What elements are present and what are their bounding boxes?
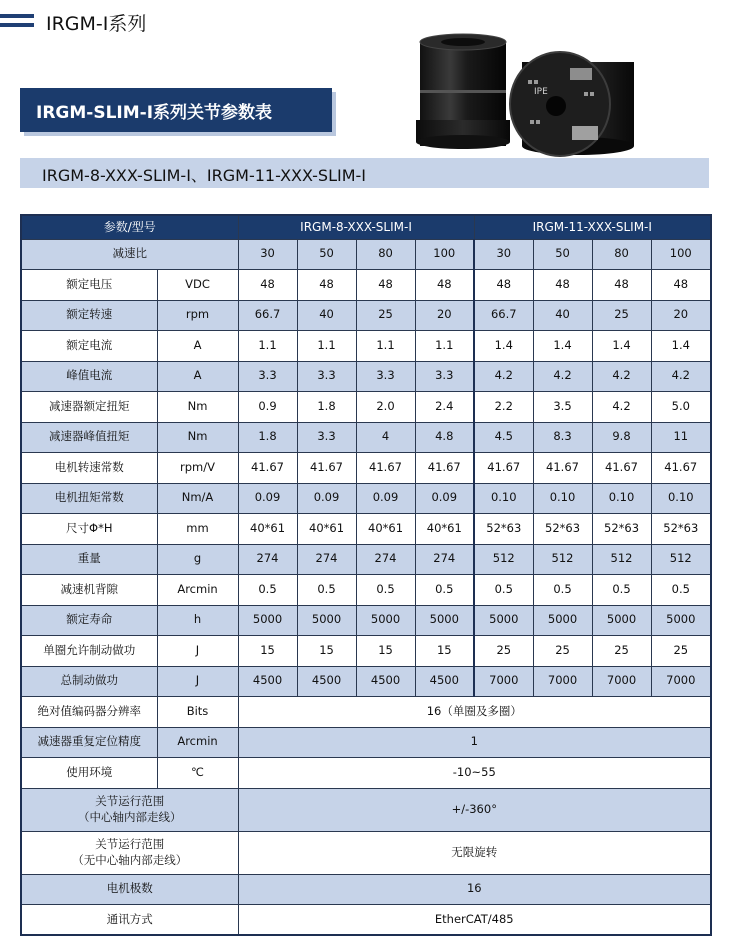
table-cell: 1.1 (238, 331, 297, 362)
table-cell: 0.09 (238, 483, 297, 514)
table-cell: 3.3 (297, 361, 356, 392)
table-cell: 0.10 (533, 483, 592, 514)
table-cell: 4.2 (592, 361, 651, 392)
table-cell: 48 (533, 270, 592, 301)
table-cell: 66.7 (238, 300, 297, 331)
table-row (21, 905, 711, 936)
product-logo: IPE (534, 87, 548, 97)
merged-value: 16（单圈及多圈） (238, 697, 711, 728)
row-unit: Nm (157, 392, 238, 423)
table-cell: 5000 (651, 605, 711, 636)
table-cell: 1.4 (592, 331, 651, 362)
table-cell: 0.09 (297, 483, 356, 514)
table-row (21, 544, 711, 575)
row-label: 尺寸Φ*H (21, 514, 157, 545)
table-cell: 41.67 (238, 453, 297, 484)
table-cell: 15 (356, 636, 415, 667)
row-unit: Bits (157, 697, 238, 728)
table-row (21, 392, 711, 423)
model-line: IRGM-8-XXX-SLIM-I、IRGM-11-XXX-SLIM-I (42, 166, 367, 185)
table-cell: 0.09 (356, 483, 415, 514)
row-unit: Nm (157, 422, 238, 453)
table-row (21, 605, 711, 636)
table-cell: 1.8 (297, 392, 356, 423)
row-unit: Nm/A (157, 483, 238, 514)
table-cell: 274 (238, 544, 297, 575)
table-cell: 52*63 (533, 514, 592, 545)
row-unit: ℃ (157, 758, 238, 789)
table-cell: 40*61 (415, 514, 474, 545)
row-unit: J (157, 636, 238, 667)
table-cell: 41.67 (356, 453, 415, 484)
table-cell: 4.5 (474, 422, 533, 453)
row-unit: A (157, 361, 238, 392)
table-cell: 3.3 (415, 361, 474, 392)
table-cell: 25 (592, 636, 651, 667)
row-label: 单圈允许制动做功 (21, 636, 157, 667)
table-cell: 25 (651, 636, 711, 667)
table-cell: 4500 (297, 666, 356, 697)
table-cell: 41.67 (651, 453, 711, 484)
table-cell: 1.4 (651, 331, 711, 362)
table-cell: 80 (356, 239, 415, 270)
row-unit: VDC (157, 270, 238, 301)
table-cell: 41.67 (533, 453, 592, 484)
row-unit: g (157, 544, 238, 575)
spec-table (20, 214, 712, 936)
table-cell: 20 (415, 300, 474, 331)
row-unit: rpm (157, 300, 238, 331)
merged-value: -10~55 (238, 758, 711, 789)
table-row (21, 422, 711, 453)
merged-value: +/-360° (238, 788, 711, 831)
banner-title: IRGM-SLIM-I系列关节参数表 (36, 103, 273, 123)
table-cell: 41.67 (415, 453, 474, 484)
table-cell: 4.2 (592, 392, 651, 423)
table-cell: 3.3 (238, 361, 297, 392)
table-cell: 7000 (592, 666, 651, 697)
table-cell: 41.67 (592, 453, 651, 484)
table-cell: 2.2 (474, 392, 533, 423)
table-cell: 4500 (356, 666, 415, 697)
row-label: 减速比 (21, 239, 238, 270)
table-cell: 48 (238, 270, 297, 301)
table-cell: 9.8 (592, 422, 651, 453)
table-row (21, 831, 711, 874)
table-cell: 1.8 (238, 422, 297, 453)
table-cell: 1.4 (474, 331, 533, 362)
row-label: 电机极数 (21, 874, 238, 905)
table-row (21, 666, 711, 697)
table-cell: 50 (297, 239, 356, 270)
row-label (21, 788, 238, 831)
merged-value: 1 (238, 727, 711, 758)
table-row (21, 270, 711, 301)
row-label (21, 831, 238, 874)
table-cell: 30 (474, 239, 533, 270)
table-cell: 48 (592, 270, 651, 301)
row-unit: h (157, 605, 238, 636)
row-label: 减速器额定扭矩 (21, 392, 157, 423)
row-unit: Arcmin (157, 727, 238, 758)
table-cell: 1.4 (533, 331, 592, 362)
row-label-line: 关节运行范围 (95, 793, 165, 808)
table-cell: 48 (415, 270, 474, 301)
table-cell: 8.3 (533, 422, 592, 453)
table-cell: 274 (297, 544, 356, 575)
row-label-line: （中心轴内部走线） (78, 809, 182, 824)
row-label: 总制动做功 (21, 666, 157, 697)
table-cell: 50 (533, 239, 592, 270)
table-cell: 20 (651, 300, 711, 331)
table-cell: 512 (592, 544, 651, 575)
table-cell: 15 (415, 636, 474, 667)
table-row (21, 331, 711, 362)
table-cell: 40 (297, 300, 356, 331)
table-row (21, 239, 711, 270)
table-cell: 0.5 (356, 575, 415, 606)
table-row (21, 575, 711, 606)
table-cell: 15 (297, 636, 356, 667)
table-cell: 100 (651, 239, 711, 270)
row-label: 绝对值编码器分辨率 (21, 697, 157, 728)
table-cell: 512 (474, 544, 533, 575)
row-label: 减速器重复定位精度 (21, 727, 157, 758)
table-row (21, 874, 711, 905)
table-cell: 52*63 (474, 514, 533, 545)
table-cell: 3.3 (297, 422, 356, 453)
row-label: 额定电压 (21, 270, 157, 301)
table-cell: 48 (297, 270, 356, 301)
row-label: 额定寿命 (21, 605, 157, 636)
table-cell: 48 (474, 270, 533, 301)
table-cell: 4.2 (651, 361, 711, 392)
model-11-header: IRGM-11-XXX-SLIM-I (474, 215, 711, 239)
row-label-line: （无中心轴内部走线） (72, 852, 188, 867)
table-cell: 5000 (474, 605, 533, 636)
table-cell: 25 (356, 300, 415, 331)
table-cell: 4.2 (533, 361, 592, 392)
table-cell: 25 (592, 300, 651, 331)
table-cell: 0.5 (651, 575, 711, 606)
table-cell: 2.0 (356, 392, 415, 423)
table-cell: 0.09 (415, 483, 474, 514)
table-cell: 5000 (238, 605, 297, 636)
table-cell: 7000 (533, 666, 592, 697)
row-label: 减速机背隙 (21, 575, 157, 606)
merged-value: EtherCAT/485 (238, 905, 711, 936)
row-label-line: 关节运行范围 (95, 836, 165, 851)
row-unit: A (157, 331, 238, 362)
table-cell: 11 (651, 422, 711, 453)
table-cell: 4500 (238, 666, 297, 697)
table-cell: 52*63 (651, 514, 711, 545)
table-cell: 512 (533, 544, 592, 575)
table-cell: 5000 (533, 605, 592, 636)
merged-value: 无限旋转 (238, 831, 711, 874)
table-cell: 4 (356, 422, 415, 453)
spec-banner (20, 88, 332, 132)
row-label: 电机转速常数 (21, 453, 157, 484)
table-cell: 0.10 (474, 483, 533, 514)
table-cell: 1.1 (356, 331, 415, 362)
table-header-row (21, 215, 711, 239)
table-cell: 5.0 (651, 392, 711, 423)
table-cell: 48 (356, 270, 415, 301)
table-cell: 40 (533, 300, 592, 331)
table-cell: 0.10 (592, 483, 651, 514)
table-row (21, 636, 711, 667)
row-unit: rpm/V (157, 453, 238, 484)
row-label: 减速器峰值扭矩 (21, 422, 157, 453)
table-cell: 40*61 (297, 514, 356, 545)
table-cell: 40*61 (238, 514, 297, 545)
joint-module-right (510, 52, 634, 156)
table-cell: 7000 (474, 666, 533, 697)
table-cell: 48 (651, 270, 711, 301)
heading-accent-bars (0, 14, 34, 32)
table-cell: 0.5 (592, 575, 651, 606)
table-cell: 25 (474, 636, 533, 667)
table-cell: 3.3 (356, 361, 415, 392)
merged-value: 16 (238, 874, 711, 905)
table-cell: 0.10 (651, 483, 711, 514)
table-cell: 4.8 (415, 422, 474, 453)
table-cell: 512 (651, 544, 711, 575)
table-cell: 0.9 (238, 392, 297, 423)
table-cell: 5000 (297, 605, 356, 636)
table-cell: 40*61 (356, 514, 415, 545)
param-header: 参数/型号 (21, 215, 238, 239)
table-cell: 0.5 (533, 575, 592, 606)
table-cell: 4.2 (474, 361, 533, 392)
table-cell: 3.5 (533, 392, 592, 423)
series-title: IRGM-I系列 (46, 13, 147, 35)
table-cell: 7000 (651, 666, 711, 697)
table-cell: 80 (592, 239, 651, 270)
row-label: 重量 (21, 544, 157, 575)
product-image (412, 28, 642, 158)
model-8-header: IRGM-8-XXX-SLIM-I (238, 215, 474, 239)
row-label: 通讯方式 (21, 905, 238, 936)
table-cell: 274 (356, 544, 415, 575)
table-cell: 1.1 (415, 331, 474, 362)
table-cell: 1.1 (297, 331, 356, 362)
table-cell: 66.7 (474, 300, 533, 331)
table-row (21, 514, 711, 545)
table-row (21, 361, 711, 392)
table-cell: 5000 (356, 605, 415, 636)
table-row (21, 788, 711, 831)
table-cell: 0.5 (297, 575, 356, 606)
table-cell: 15 (238, 636, 297, 667)
table-row (21, 453, 711, 484)
row-label: 使用环境 (21, 758, 157, 789)
table-row (21, 483, 711, 514)
table-cell: 0.5 (474, 575, 533, 606)
row-label: 电机扭矩常数 (21, 483, 157, 514)
table-cell: 52*63 (592, 514, 651, 545)
row-label: 额定电流 (21, 331, 157, 362)
table-row (21, 697, 711, 728)
table-row (21, 727, 711, 758)
row-label: 额定转速 (21, 300, 157, 331)
table-cell: 5000 (415, 605, 474, 636)
table-cell: 25 (533, 636, 592, 667)
table-cell: 41.67 (297, 453, 356, 484)
row-unit: mm (157, 514, 238, 545)
table-cell: 4500 (415, 666, 474, 697)
model-bar (20, 158, 709, 188)
table-cell: 30 (238, 239, 297, 270)
row-unit: J (157, 666, 238, 697)
table-cell: 2.4 (415, 392, 474, 423)
row-unit: Arcmin (157, 575, 238, 606)
row-label: 峰值电流 (21, 361, 157, 392)
table-cell: 274 (415, 544, 474, 575)
table-cell: 0.5 (238, 575, 297, 606)
table-row (21, 758, 711, 789)
joint-module-left (416, 34, 510, 149)
table-cell: 41.67 (474, 453, 533, 484)
table-cell: 0.5 (415, 575, 474, 606)
table-row (21, 300, 711, 331)
table-cell: 5000 (592, 605, 651, 636)
table-cell: 100 (415, 239, 474, 270)
